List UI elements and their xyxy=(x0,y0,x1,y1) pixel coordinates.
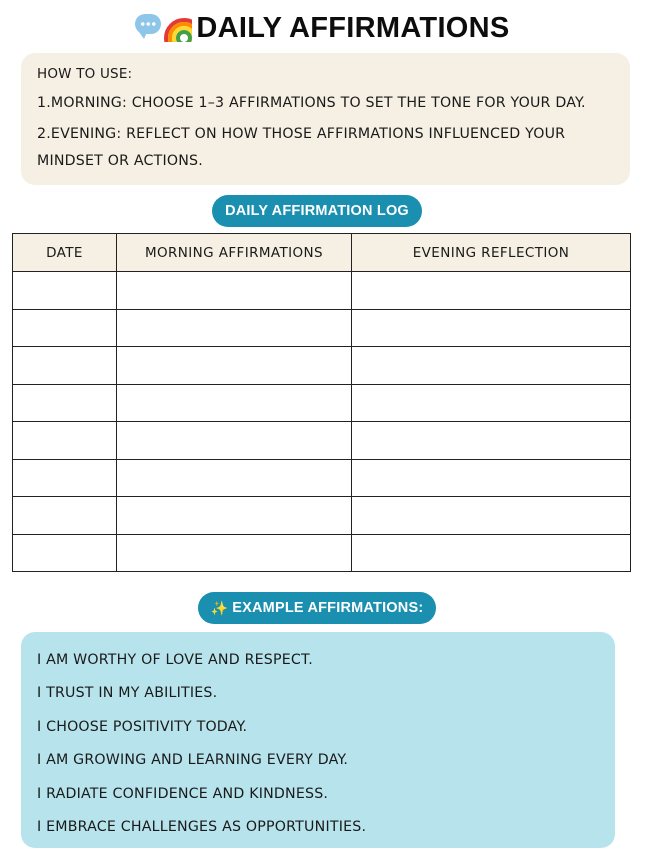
affirmation-log-table xyxy=(12,233,631,572)
table-header-row xyxy=(13,234,631,272)
column-header-morning: MORNING AFFIRMATIONS xyxy=(117,234,352,272)
example-affirmation-item: I TRUST IN MY ABILITIES. xyxy=(37,685,218,701)
rainbow-icon xyxy=(164,14,192,42)
log-table-body xyxy=(13,272,631,572)
log-section-label: DAILY AFFIRMATION LOG xyxy=(212,195,422,227)
example-affirmation-item: I RADIATE CONFIDENCE AND KINDNESS. xyxy=(37,786,329,802)
table-row xyxy=(13,384,631,422)
how-to-use-box xyxy=(21,53,630,185)
evening-cell[interactable] xyxy=(352,384,631,422)
morning-cell[interactable] xyxy=(117,422,352,460)
evening-cell[interactable] xyxy=(352,309,631,347)
table-row xyxy=(13,272,631,310)
example-affirmation-item: I AM WORTHY OF LOVE AND RESPECT. xyxy=(37,652,313,668)
example-affirmation-item: I CHOOSE POSITIVITY TODAY. xyxy=(37,719,248,735)
morning-cell[interactable] xyxy=(117,309,352,347)
how-to-heading: HOW TO USE: xyxy=(37,66,133,82)
date-cell[interactable] xyxy=(13,272,117,310)
table-row xyxy=(13,422,631,460)
date-cell[interactable] xyxy=(13,459,117,497)
how-to-step-2-line-1: 2.EVENING: REFLECT ON HOW THOSE AFFIRMATIONS INFLUENCED YOUR xyxy=(37,126,566,142)
how-to-step-1: 1.MORNING: CHOOSE 1–3 AFFIRMATIONS TO SET THE TONE FOR YOUR DAY. xyxy=(37,95,586,111)
morning-cell[interactable] xyxy=(117,384,352,422)
table-row xyxy=(13,347,631,385)
date-cell[interactable] xyxy=(13,534,117,572)
examples-section-label xyxy=(198,592,436,624)
table-row xyxy=(13,309,631,347)
evening-cell[interactable] xyxy=(352,459,631,497)
title-icons xyxy=(135,14,192,42)
date-cell[interactable] xyxy=(13,347,117,385)
table-row xyxy=(13,534,631,572)
page-title-text: DAILY AFFIRMATIONS xyxy=(196,11,510,44)
evening-cell[interactable] xyxy=(352,534,631,572)
column-header-date: DATE xyxy=(13,234,117,272)
how-to-step-2-line-2: MINDSET OR ACTIONS. xyxy=(37,153,203,169)
date-cell[interactable] xyxy=(13,384,117,422)
evening-cell[interactable] xyxy=(352,272,631,310)
morning-cell[interactable] xyxy=(117,347,352,385)
table-row xyxy=(13,459,631,497)
morning-cell[interactable] xyxy=(117,497,352,535)
evening-cell[interactable] xyxy=(352,422,631,460)
date-cell[interactable] xyxy=(13,497,117,535)
date-cell[interactable] xyxy=(13,422,117,460)
date-cell[interactable] xyxy=(13,309,117,347)
speech-bubble-icon xyxy=(135,14,161,34)
example-affirmation-item: I AM GROWING AND LEARNING EVERY DAY. xyxy=(37,752,349,768)
page-title xyxy=(0,8,645,48)
morning-cell[interactable] xyxy=(117,534,352,572)
sparkles-icon: ✨ xyxy=(210,599,229,616)
example-affirmation-item: I EMBRACE CHALLENGES AS OPPORTUNITIES. xyxy=(37,819,367,835)
evening-cell[interactable] xyxy=(352,497,631,535)
morning-cell[interactable] xyxy=(117,272,352,310)
examples-label-text: EXAMPLE AFFIRMATIONS: xyxy=(232,600,424,616)
morning-cell[interactable] xyxy=(117,459,352,497)
evening-cell[interactable] xyxy=(352,347,631,385)
table-row xyxy=(13,497,631,535)
column-header-evening: EVENING REFLECTION xyxy=(352,234,631,272)
example-affirmations-box xyxy=(21,632,615,848)
